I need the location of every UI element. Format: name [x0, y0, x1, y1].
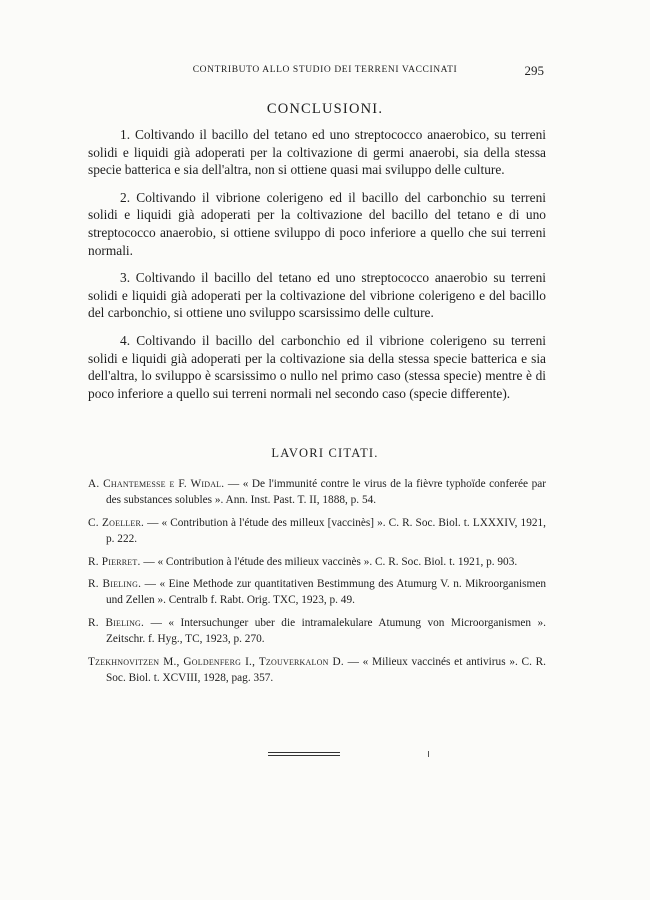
- reference-text: — « Milieux vaccinés et antivirus ». C. R. Soc. Biol. t. XCVIII, 1928, pag. 357.: [106, 655, 546, 685]
- end-rule: [268, 752, 340, 758]
- conclusions-title: CONCLUSIONI.: [266, 101, 384, 117]
- conclusion-paragraph-4: 4. Coltivando il bacillo del carbonchio ed il vibrione colerigeno su terreni solidi e liquidi già adoperati per la coltivazione sia della stessa specie batterica e sia dell'altra, lo sviluppo è scarsissimo o nullo nel primo caso (stessa specie) mentre è di poco inferiore a quello sui terreni normali nel secondo caso (specie differente).: [88, 332, 546, 401]
- reference-text: — « De l'immunité contre le virus de la fièvre typhoïde conferée par des substances solubles ». Ann. Inst. Past. T. II, 1888, p. 54.: [106, 478, 546, 507]
- running-title: CONTRIBUTO ALLO STUDIO DEI TERRENI VACCINATI: [192, 65, 458, 75]
- reference-text: — « Contribution à l'étude des milieux vaccinès ». C. R. Soc. Biol. t. 1921, p. 903.: [140, 555, 518, 568]
- reference-authors: R. Bieling.: [88, 616, 145, 629]
- reference-authors: R. Pierret.: [88, 555, 141, 568]
- reference-authors: Tzekhnovitzen M., Goldenferg I., Tzouverkalon D.: [88, 655, 344, 668]
- print-mark: [428, 751, 429, 757]
- reference-text: — « Contribution à l'étude des milleux [vaccinès] ». C. R. Soc. Biol. t. LXXXIV, 1921, p. 222.: [106, 516, 546, 546]
- reference-item: [88, 615, 546, 648]
- references-title: LAVORI CITATI.: [271, 446, 379, 460]
- reference-item: [88, 515, 546, 548]
- reference-text: — « Intersuchunger uber die intramalekulare Atumung von Microorganismen ». Zeitschr. f. Hyg., TC, 1923, p. 270.: [106, 616, 547, 646]
- reference-authors: A. Chantemesse e F. Widal.: [88, 478, 225, 490]
- conclusion-paragraph-2: 2. Coltivando il vibrione colerigeno ed il bacillo del carbonchio su terreni solidi e liquidi già adoperati per la coltivazione del bacillo del tetano e di uno streptococco anaerobio, si ottiene sviluppo di poco inferiore a quello che sui terreni normali.: [88, 189, 546, 258]
- reference-authors: C. Zoeller.: [88, 516, 145, 529]
- page-header: [0, 63, 650, 79]
- conclusion-paragraph-3: 3. Coltivando il bacillo del tetano ed uno streptococco anaerobio su terreni solidi e liquidi già adoperati per la coltivazione del vibrione colerigeno e del bacillo del carbonchio, si ottiene uno sviluppo scarsissimo delle culture.: [88, 270, 546, 321]
- conclusion-paragraph-1: 1. Coltivando il bacillo del tetano ed uno streptococco anaerobico, su terreni solidi e liquidi già adoperati per la coltivazione di germi anaerobi, sia della stessa specie batterica e sia dell'altra, non si ottiene quasi mai sviluppo delle culture.: [88, 127, 546, 178]
- reference-item: [88, 554, 546, 570]
- reference-authors: R. Bieling.: [88, 578, 142, 591]
- reference-list: [88, 476, 546, 692]
- reference-item: [88, 576, 546, 609]
- reference-item: [88, 654, 546, 687]
- reference-item: [88, 476, 546, 509]
- reference-text: — « Eine Methode zur quantitativen Bestimmung des Atumurg V. n. Mikroorganismen und Zellen ». Centralb f. Rabt. Orig. TXC, 1923, p. 49.: [106, 578, 546, 607]
- conclusions-body: [88, 126, 546, 412]
- page-number: 295: [524, 63, 544, 78]
